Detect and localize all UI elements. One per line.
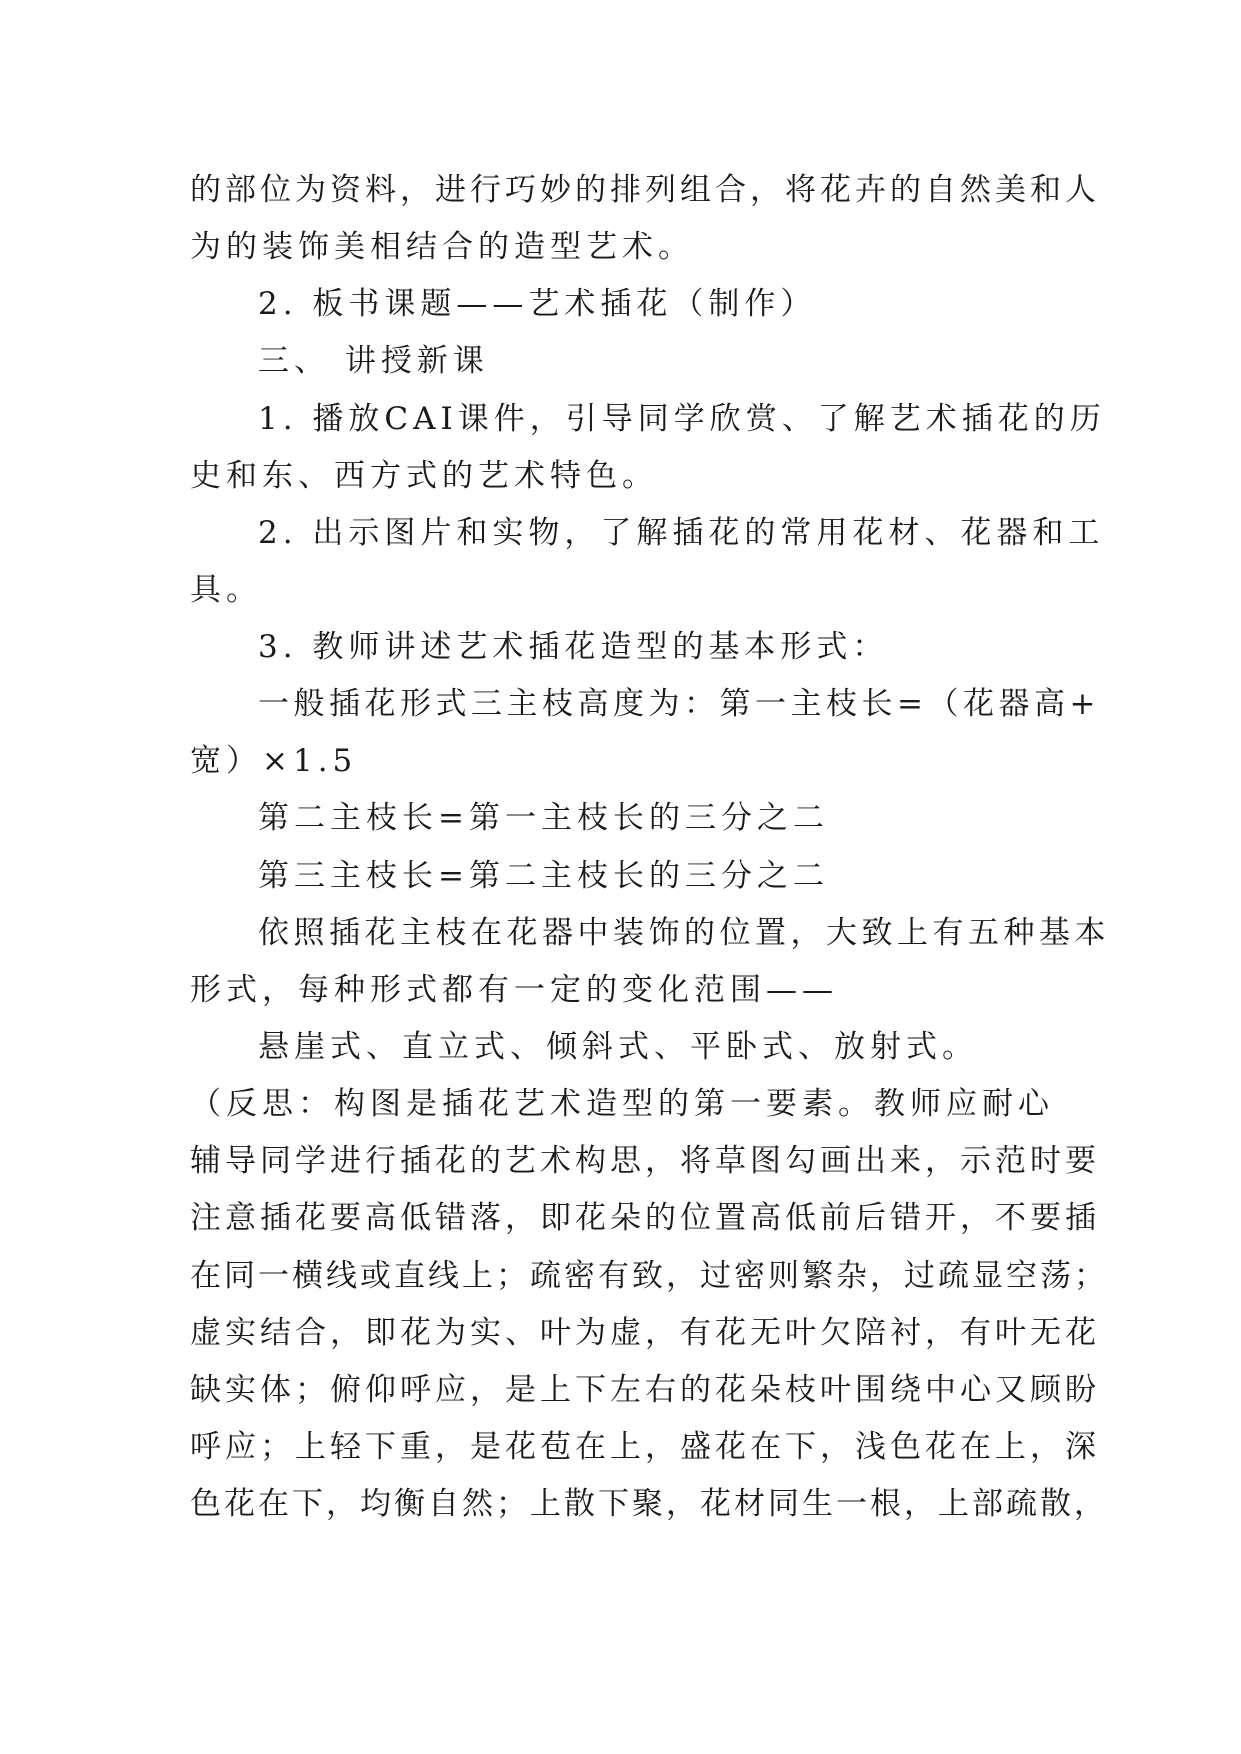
text-line xyxy=(0,395,1241,443)
text-line xyxy=(0,794,1241,842)
text-line-content: 呼应；上轻下重，是花苞在上，盛花在下，浅色花在上，深 xyxy=(190,1429,1100,1465)
text-line xyxy=(0,566,1241,614)
text-line-content: 注意插花要高低错落，即花朵的位置高低前后错开，不要插 xyxy=(190,1200,1100,1236)
text-line xyxy=(0,852,1241,900)
text-line-content: 史和东、西方式的艺术特色。 xyxy=(190,458,658,494)
text-line xyxy=(0,1252,1241,1300)
text-line xyxy=(0,737,1241,785)
text-line-content: 为的装饰美相结合的造型艺术。 xyxy=(190,229,694,265)
text-line-content: 一般插花形式三主枝高度为：第一主枝长=（花器高+ xyxy=(258,686,1100,722)
text-line xyxy=(0,280,1241,328)
text-line xyxy=(0,1194,1241,1242)
text-line xyxy=(0,966,1241,1014)
text-line-content: 2. 出示图片和实物，了解插花的常用花材、花器和工 xyxy=(258,515,1105,551)
text-line-content: 缺实体；俯仰呼应，是上下左右的花朵枝叶围绕中心又顾盼 xyxy=(190,1372,1100,1408)
text-line-content: 的部位为资料，进行巧妙的排列组合，将花卉的自然美和人 xyxy=(190,172,1100,208)
text-line xyxy=(0,1480,1241,1528)
text-line-content: 宽）×1.5 xyxy=(190,743,358,779)
text-line-content: （反思：构图是插花艺术造型的第一要素。教师应耐心 xyxy=(190,1086,1054,1122)
text-line xyxy=(0,1137,1241,1185)
text-line xyxy=(0,680,1241,728)
text-line xyxy=(0,623,1241,671)
text-line xyxy=(0,452,1241,500)
text-line xyxy=(0,909,1241,957)
text-line-content: 依照插花主枝在花器中装饰的位置，大致上有五种基本 xyxy=(258,915,1110,951)
text-line xyxy=(0,1309,1241,1357)
text-line-content: 具。 xyxy=(190,572,262,608)
text-line xyxy=(0,1366,1241,1414)
text-line xyxy=(0,1423,1241,1471)
text-line-content: 在同一横线或直线上；疏密有致，过密则繁杂，过疏显空荡； xyxy=(190,1258,1108,1294)
text-line xyxy=(0,509,1241,557)
text-line xyxy=(0,223,1241,271)
text-line-content: 第三主枝长=第二主枝长的三分之二 xyxy=(258,858,829,894)
section-heading xyxy=(0,337,1241,385)
text-line-content: 第二主枝长=第一主枝长的三分之二 xyxy=(258,800,829,836)
text-line-content: 1. 播放CAI课件，引导同学欣赏、了解艺术插花的历 xyxy=(258,401,1106,437)
text-line-content: 色花在下，均衡自然；上散下聚，花材同生一根，上部疏散， xyxy=(190,1486,1108,1522)
text-line xyxy=(0,1080,1241,1128)
text-line-content: 3. 教师讲述艺术插花造型的基本形式： xyxy=(258,629,889,665)
text-line-content: 悬崖式、直立式、倾斜式、平卧式、放射式。 xyxy=(258,1029,978,1065)
text-line xyxy=(0,1023,1241,1071)
text-line-content: 2. 板书课题——艺术插花（制作） xyxy=(258,286,817,322)
text-line-content: 虚实结合，即花为实、叶为虚，有花无叶欠陪衬，有叶无花 xyxy=(190,1315,1100,1351)
text-line-content: 三、 讲授新课 xyxy=(258,343,489,379)
text-line-content: 形式，每种形式都有一定的变化范围—— xyxy=(190,972,838,1008)
text-line xyxy=(0,166,1241,214)
text-line-content: 辅导同学进行插花的艺术构思，将草图勾画出来，示范时要 xyxy=(190,1143,1100,1179)
